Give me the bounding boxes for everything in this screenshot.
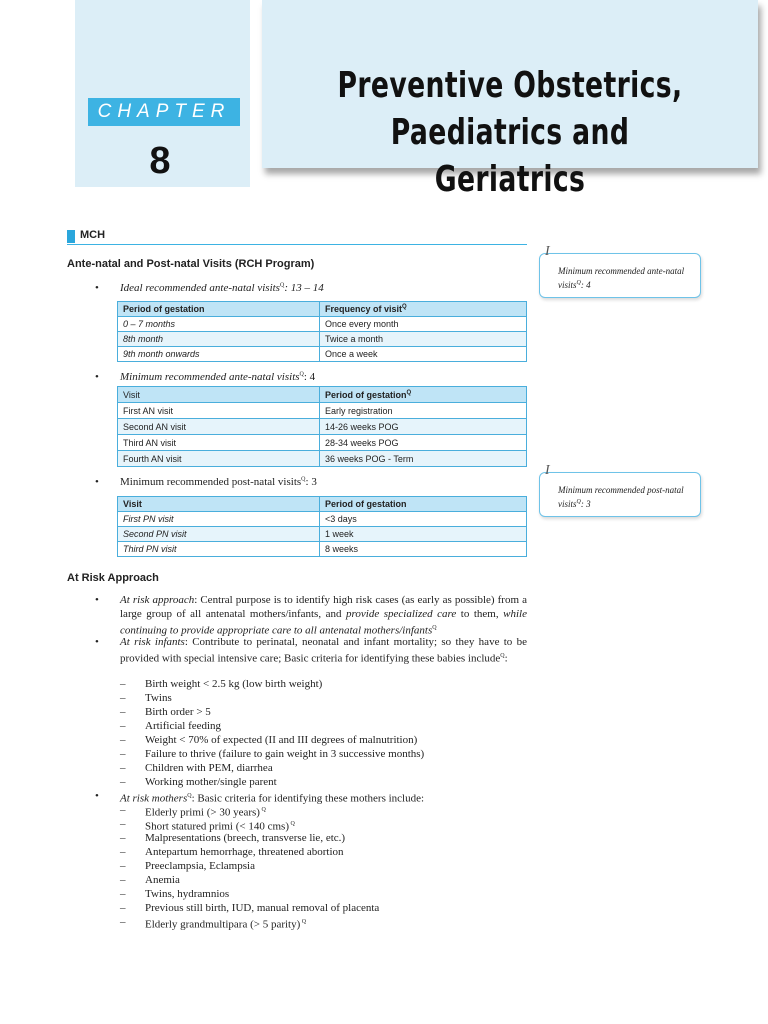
- list-item: – Anemia: [120, 874, 180, 886]
- bullet-min-pn-value: : 3: [305, 476, 317, 488]
- bullet-min-an-label: Minimum recommended ante-natal visits: [120, 371, 300, 383]
- table-cell: 8th month: [118, 332, 320, 347]
- table-cell: Fourth AN visit: [118, 451, 320, 467]
- section-rule: [67, 244, 527, 245]
- table-header: Visit: [118, 497, 320, 512]
- table-cell: 28-34 weeks POG: [320, 435, 527, 451]
- note-marker-icon: I: [545, 244, 550, 259]
- list-item: – Birth weight < 2.5 kg (low birth weight): [120, 678, 323, 690]
- chapter-title: [332, 62, 687, 203]
- para-at-risk-infants: • At risk infants: Contribute to perinatal, neonatal and infant mortality; so they have to be provided with special intensive care; Basic criteria for identifying these babies include$^Q$:: [95, 636, 527, 665]
- table-cell: 1 week: [320, 527, 527, 542]
- side-note-an-visits: I Minimum recommended ante-natal visits$^Q$: 4: [539, 253, 701, 298]
- subhead-visits: Ante-natal and Post-natal Visits (RCH Program): [67, 258, 315, 270]
- list-item: – Elderly primi (> 30 years) $^Q$: [120, 804, 266, 819]
- table-header: Period of gestation: [320, 497, 527, 512]
- table-header: Frequency of visit$^Q$: [320, 302, 527, 317]
- table-cell: Twice a month: [320, 332, 527, 347]
- para-at-risk-approach: • At risk approach: Central purpose is to identify high risk cases (as early as possible) from a large group of all antenatal mothers/infants, and provide specialized care to them, while continuing to provide appropriate care to all antenatal mothers/infants$^Q$: [95, 594, 527, 637]
- table-cell: First PN visit: [118, 512, 320, 527]
- table-cell: 14-26 weeks POG: [320, 419, 527, 435]
- table-cell: 9th month onwards: [118, 347, 320, 362]
- list-item: – Malpresentations (breech, transverse lie, etc.): [120, 832, 346, 844]
- table-cell: Second AN visit: [118, 419, 320, 435]
- section-marker: [67, 230, 75, 243]
- table-cell: Once every month: [320, 317, 527, 332]
- side-note-pn-visits: I Minimum recommended post-natal visits$^Q$: 3: [539, 472, 701, 517]
- bullet-min-pn-visits: • Minimum recommended post-natal visits$^Q$: 3: [95, 476, 317, 488]
- note-marker-icon: I: [545, 463, 550, 478]
- list-item: – Birth order > 5: [120, 706, 211, 718]
- chapter-title-line2: Paediatrics and Geriatrics: [390, 112, 630, 200]
- table-cell: 36 weeks POG - Term: [320, 451, 527, 467]
- table-header: Visit: [118, 387, 320, 403]
- bullet-ideal-label: Ideal recommended ante-natal visits: [120, 282, 280, 294]
- table-cell: First AN visit: [118, 403, 320, 419]
- list-item: – Previous still birth, IUD, manual removal of placenta: [120, 902, 380, 914]
- chapter-title-line1: Preventive Obstetrics,: [337, 65, 683, 106]
- table-header: Period of gestation: [118, 302, 320, 317]
- list-item: – Antepartum hemorrhage, threatened abortion: [120, 846, 344, 858]
- table-header: Period of gestation$^Q$: [320, 387, 527, 403]
- table-cell: 0 – 7 months: [118, 317, 320, 332]
- bullet-min-an-visits: • Minimum recommended ante-natal visits$^Q$: 4: [95, 371, 316, 383]
- table-gestation-frequency: [117, 301, 527, 362]
- list-item: – Twins, hydramnios: [120, 888, 230, 900]
- para-at-risk-mothers: • At risk mothers$^Q$: Basic criteria for identifying these mothers include:: [95, 790, 425, 805]
- list-item: – Children with PEM, diarrhea: [120, 762, 273, 774]
- table-cell: <3 days: [320, 512, 527, 527]
- chapter-label: CHAPTER: [97, 101, 231, 122]
- list-item: – Twins: [120, 692, 172, 704]
- section-title: MCH: [80, 229, 106, 241]
- list-item: – Failure to thrive (failure to gain weight in 3 successive months): [120, 748, 425, 760]
- chapter-number: 8: [149, 140, 171, 182]
- bullet-ideal-visits: • Ideal recommended ante-natal visits$^Q$: 13 – 14: [95, 282, 324, 294]
- list-item: – Working mother/single parent: [120, 776, 277, 788]
- table-pn-visits: [117, 496, 527, 557]
- bullet-ideal-value: : 13 – 14: [284, 282, 324, 294]
- bullet-min-an-value: : 4: [303, 371, 316, 383]
- list-item: – Short statured primi (< 140 cms) $^Q$: [120, 818, 295, 833]
- table-cell: Third PN visit: [118, 542, 320, 557]
- table-cell: 8 weeks: [320, 542, 527, 557]
- table-cell: Once a week: [320, 347, 527, 362]
- list-item: – Weight < 70% of expected (II and III degrees of malnutrition): [120, 734, 418, 746]
- table-an-visits: [117, 386, 527, 467]
- table-cell: Early registration: [320, 403, 527, 419]
- subhead-at-risk: At Risk Approach: [67, 572, 159, 584]
- table-cell: Third AN visit: [118, 435, 320, 451]
- list-item: – Elderly grandmultipara (> 5 parity) $^Q$: [120, 916, 307, 931]
- list-item: – Artificial feeding: [120, 720, 222, 732]
- bullet-min-pn-label: Minimum recommended post-natal visits: [120, 476, 302, 488]
- table-cell: Second PN visit: [118, 527, 320, 542]
- list-item: – Preeclampsia, Eclampsia: [120, 860, 255, 872]
